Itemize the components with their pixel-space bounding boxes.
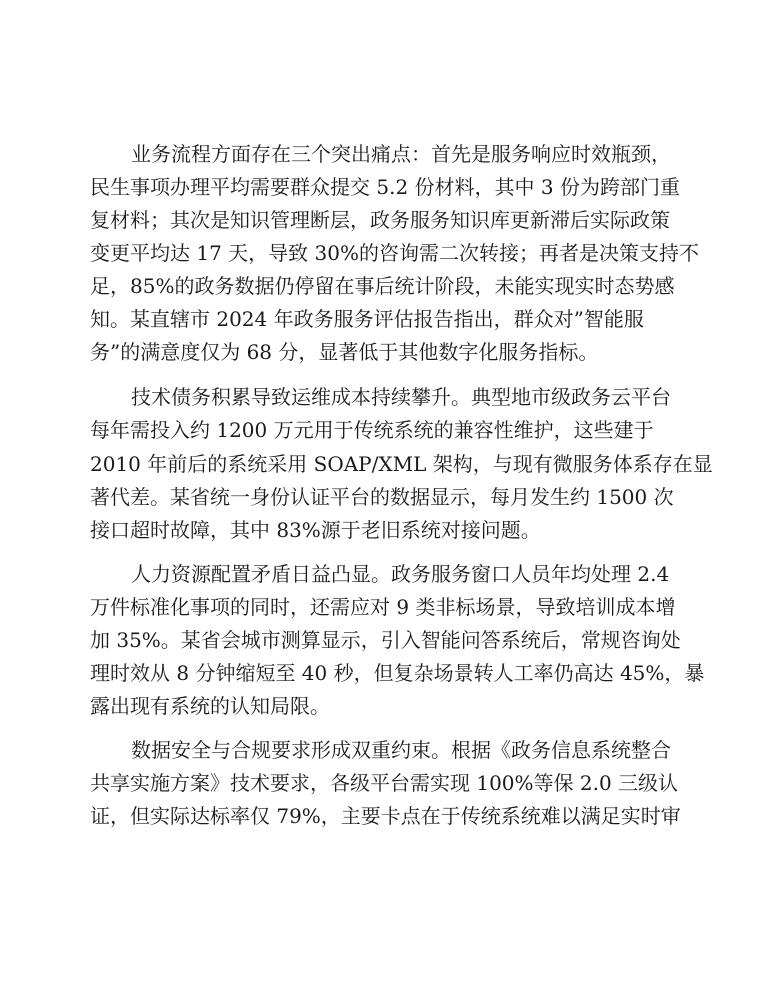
text-line-14: 万件标准化事项的同时，还需应对 9 类非标场景，导致培训成本增 — [90, 595, 676, 619]
text-line-11: 著代差。某省统一身份认证平台的数据显示，每月发生约 1500 次 — [90, 485, 674, 509]
text-line-6: 知。某直辖市 2024 年政务服务评估报告指出，群众对”智能服 — [90, 307, 644, 331]
text-line-12: 接口超时故障，其中 83%源于老旧系统对接问题。 — [90, 518, 541, 542]
text-line-16: 理时效从 8 分钟缩短至 40 秒，但复杂场景转人工率仍高达 45%，暴 — [90, 661, 705, 685]
text-line-5: 足，85%的政务数据仍停留在事后统计阶段，未能实现实时态势感 — [90, 274, 675, 298]
text-line-13: 人力资源配置矛盾日益凸显。政务服务窗口人员年均处理 2.4 — [131, 562, 670, 586]
text-line-18: 数据安全与合规要求形成双重约束。根据《政务信息系统整合 — [131, 738, 671, 762]
text-line-7: 务”的满意度仅为 68 分，显著低于其他数字化服务指标。 — [90, 340, 599, 364]
text-line-8: 技术债务积累导致运维成本持续攀升。典型地市级政务云平台 — [131, 385, 671, 409]
text-line-3: 复材料；其次是知识管理断层，政务服务知识库更新滞后实际政策 — [90, 208, 670, 232]
text-line-10: 2010 年前后的系统采用 SOAP/XML 架构，与现有微服务体系存在显 — [90, 452, 713, 476]
text-line-9: 每年需投入约 1200 万元用于传统系统的兼容性维护，这些建于 — [90, 418, 654, 442]
text-line-19: 共享实施方案》技术要求，各级平台需实现 100%等保 2.0 三级认 — [90, 771, 679, 795]
text-line-20: 证，但实际达标率仅 79%，主要卡点在于传统系统难以满足实时审 — [90, 804, 681, 828]
text-line-1: 业务流程方面存在三个突出痛点：首先是服务响应时效瓶颈， — [131, 142, 671, 166]
text-line-2: 民生事项办理平均需要群众提交 5.2 份材料，其中 3 份为跨部门重 — [90, 175, 680, 199]
text-line-4: 变更平均达 17 天，导致 30%的咨询需二次转接；再者是决策支持不 — [90, 241, 699, 265]
text-line-17: 露出现有系统的认知局限。 — [90, 694, 330, 718]
text-line-15: 加 35%。某省会城市测算显示，引入智能问答系统后，常规咨询处 — [90, 628, 681, 652]
